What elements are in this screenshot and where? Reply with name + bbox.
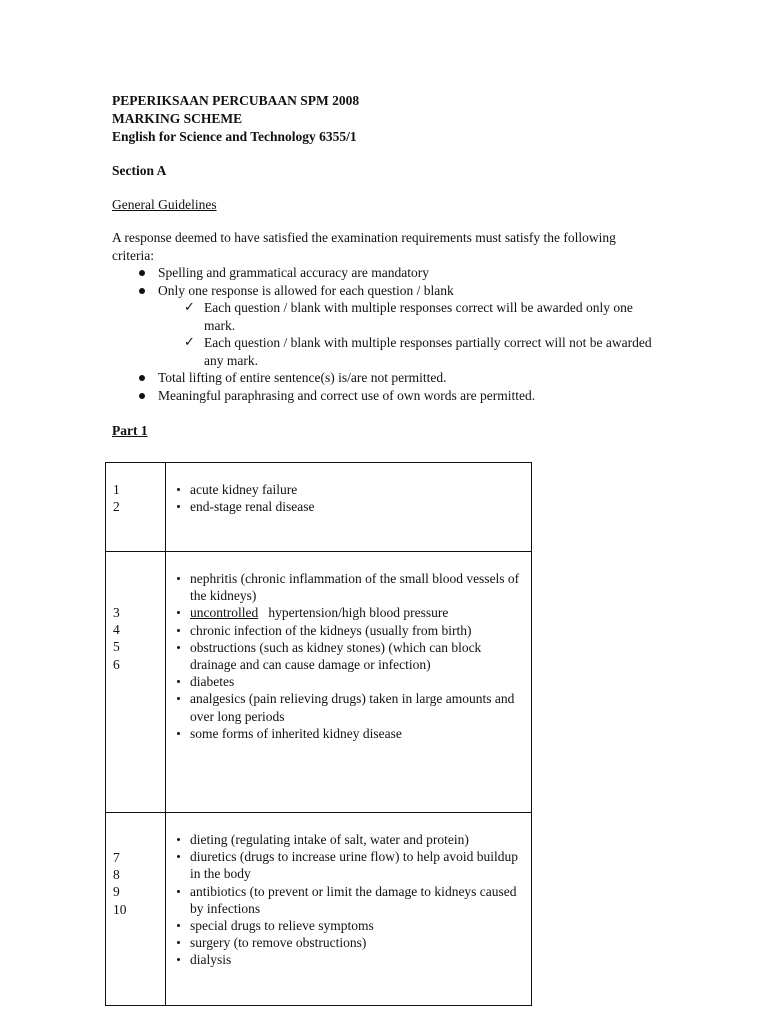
checkmark-icon: ✓	[184, 335, 195, 350]
answer-item: chronic infection of the kidneys (usually from birth)	[190, 622, 525, 639]
question-numbers: 1 2	[106, 463, 166, 552]
answer-item: uncontrolled hypertension/high blood pressure	[190, 604, 525, 621]
document-title-block	[112, 92, 652, 146]
section-heading: Section A	[112, 163, 167, 178]
answer-item: end-stage renal disease	[190, 498, 525, 515]
sub-criteria-item: ✓ Each question / blank with multiple responses correct will be awarded only one mark.	[184, 300, 633, 333]
answer-item: analgesics (pain relieving drugs) taken in large amounts and over long periods	[190, 690, 525, 724]
answer-item: dieting (regulating intake of salt, water and protein)	[190, 831, 525, 848]
answer-item: diuretics (drugs to increase urine flow) to help avoid buildup in the body	[190, 848, 525, 882]
answer-item: antibiotics (to prevent or limit the damage to kidneys caused by infections	[190, 883, 525, 917]
sub-criteria-item: ✓ Each question / blank with multiple responses partially correct will not be awarded any mark.	[184, 335, 652, 368]
answer-item: nephritis (chronic inflammation of the small blood vessels of the kidneys)	[190, 570, 525, 604]
checkmark-icon: ✓	[184, 300, 195, 315]
criteria-item: Meaningful paraphrasing and correct use of own words are permitted.	[138, 387, 652, 405]
answer-table	[105, 462, 532, 1006]
criteria-list	[112, 264, 652, 404]
answer-item: diabetes	[190, 673, 525, 690]
sub-criteria-list	[158, 299, 652, 369]
answer-item: dialysis	[190, 951, 525, 968]
answer-items	[166, 463, 532, 552]
table-row	[106, 813, 532, 1006]
table-row	[106, 552, 532, 813]
exam-title: PEPERIKSAAN PERCUBAAN SPM 2008	[112, 93, 360, 108]
answer-item: special drugs to relieve symptoms	[190, 917, 525, 934]
answer-item: surgery (to remove obstructions)	[190, 934, 525, 951]
marking-scheme-title: MARKING SCHEME	[112, 111, 243, 126]
guidelines-heading: General Guidelines	[112, 196, 217, 212]
part-heading: Part 1	[112, 423, 148, 438]
question-numbers: 7 8 9 10	[106, 813, 166, 1006]
guidelines-intro: A response deemed to have satisfied the examination requirements must satisfy the following criteria:	[112, 230, 616, 263]
answer-item: obstructions (such as kidney stones) (which can block drainage and can cause damage or infection)	[190, 639, 525, 673]
answer-items	[166, 813, 532, 1006]
subject-title: English for Science and Technology 6355/1	[112, 129, 357, 144]
answer-items	[166, 552, 532, 813]
answer-item: acute kidney failure	[190, 481, 525, 498]
question-numbers: 3 4 5 6	[106, 552, 166, 813]
criteria-item: Only one response is allowed for each question / blank ✓ Each question / blank with multiple responses correct will be awarded only one mark. ✓ Each question / blank with multiple responses partially correct will not be awarded any mark.	[138, 282, 652, 370]
answer-item: some forms of inherited kidney disease	[190, 725, 525, 742]
document-page	[112, 92, 652, 440]
criteria-item: Total lifting of entire sentence(s) is/are not permitted.	[138, 369, 652, 387]
criteria-item: Spelling and grammatical accuracy are mandatory	[138, 264, 652, 282]
table-row	[106, 463, 532, 552]
